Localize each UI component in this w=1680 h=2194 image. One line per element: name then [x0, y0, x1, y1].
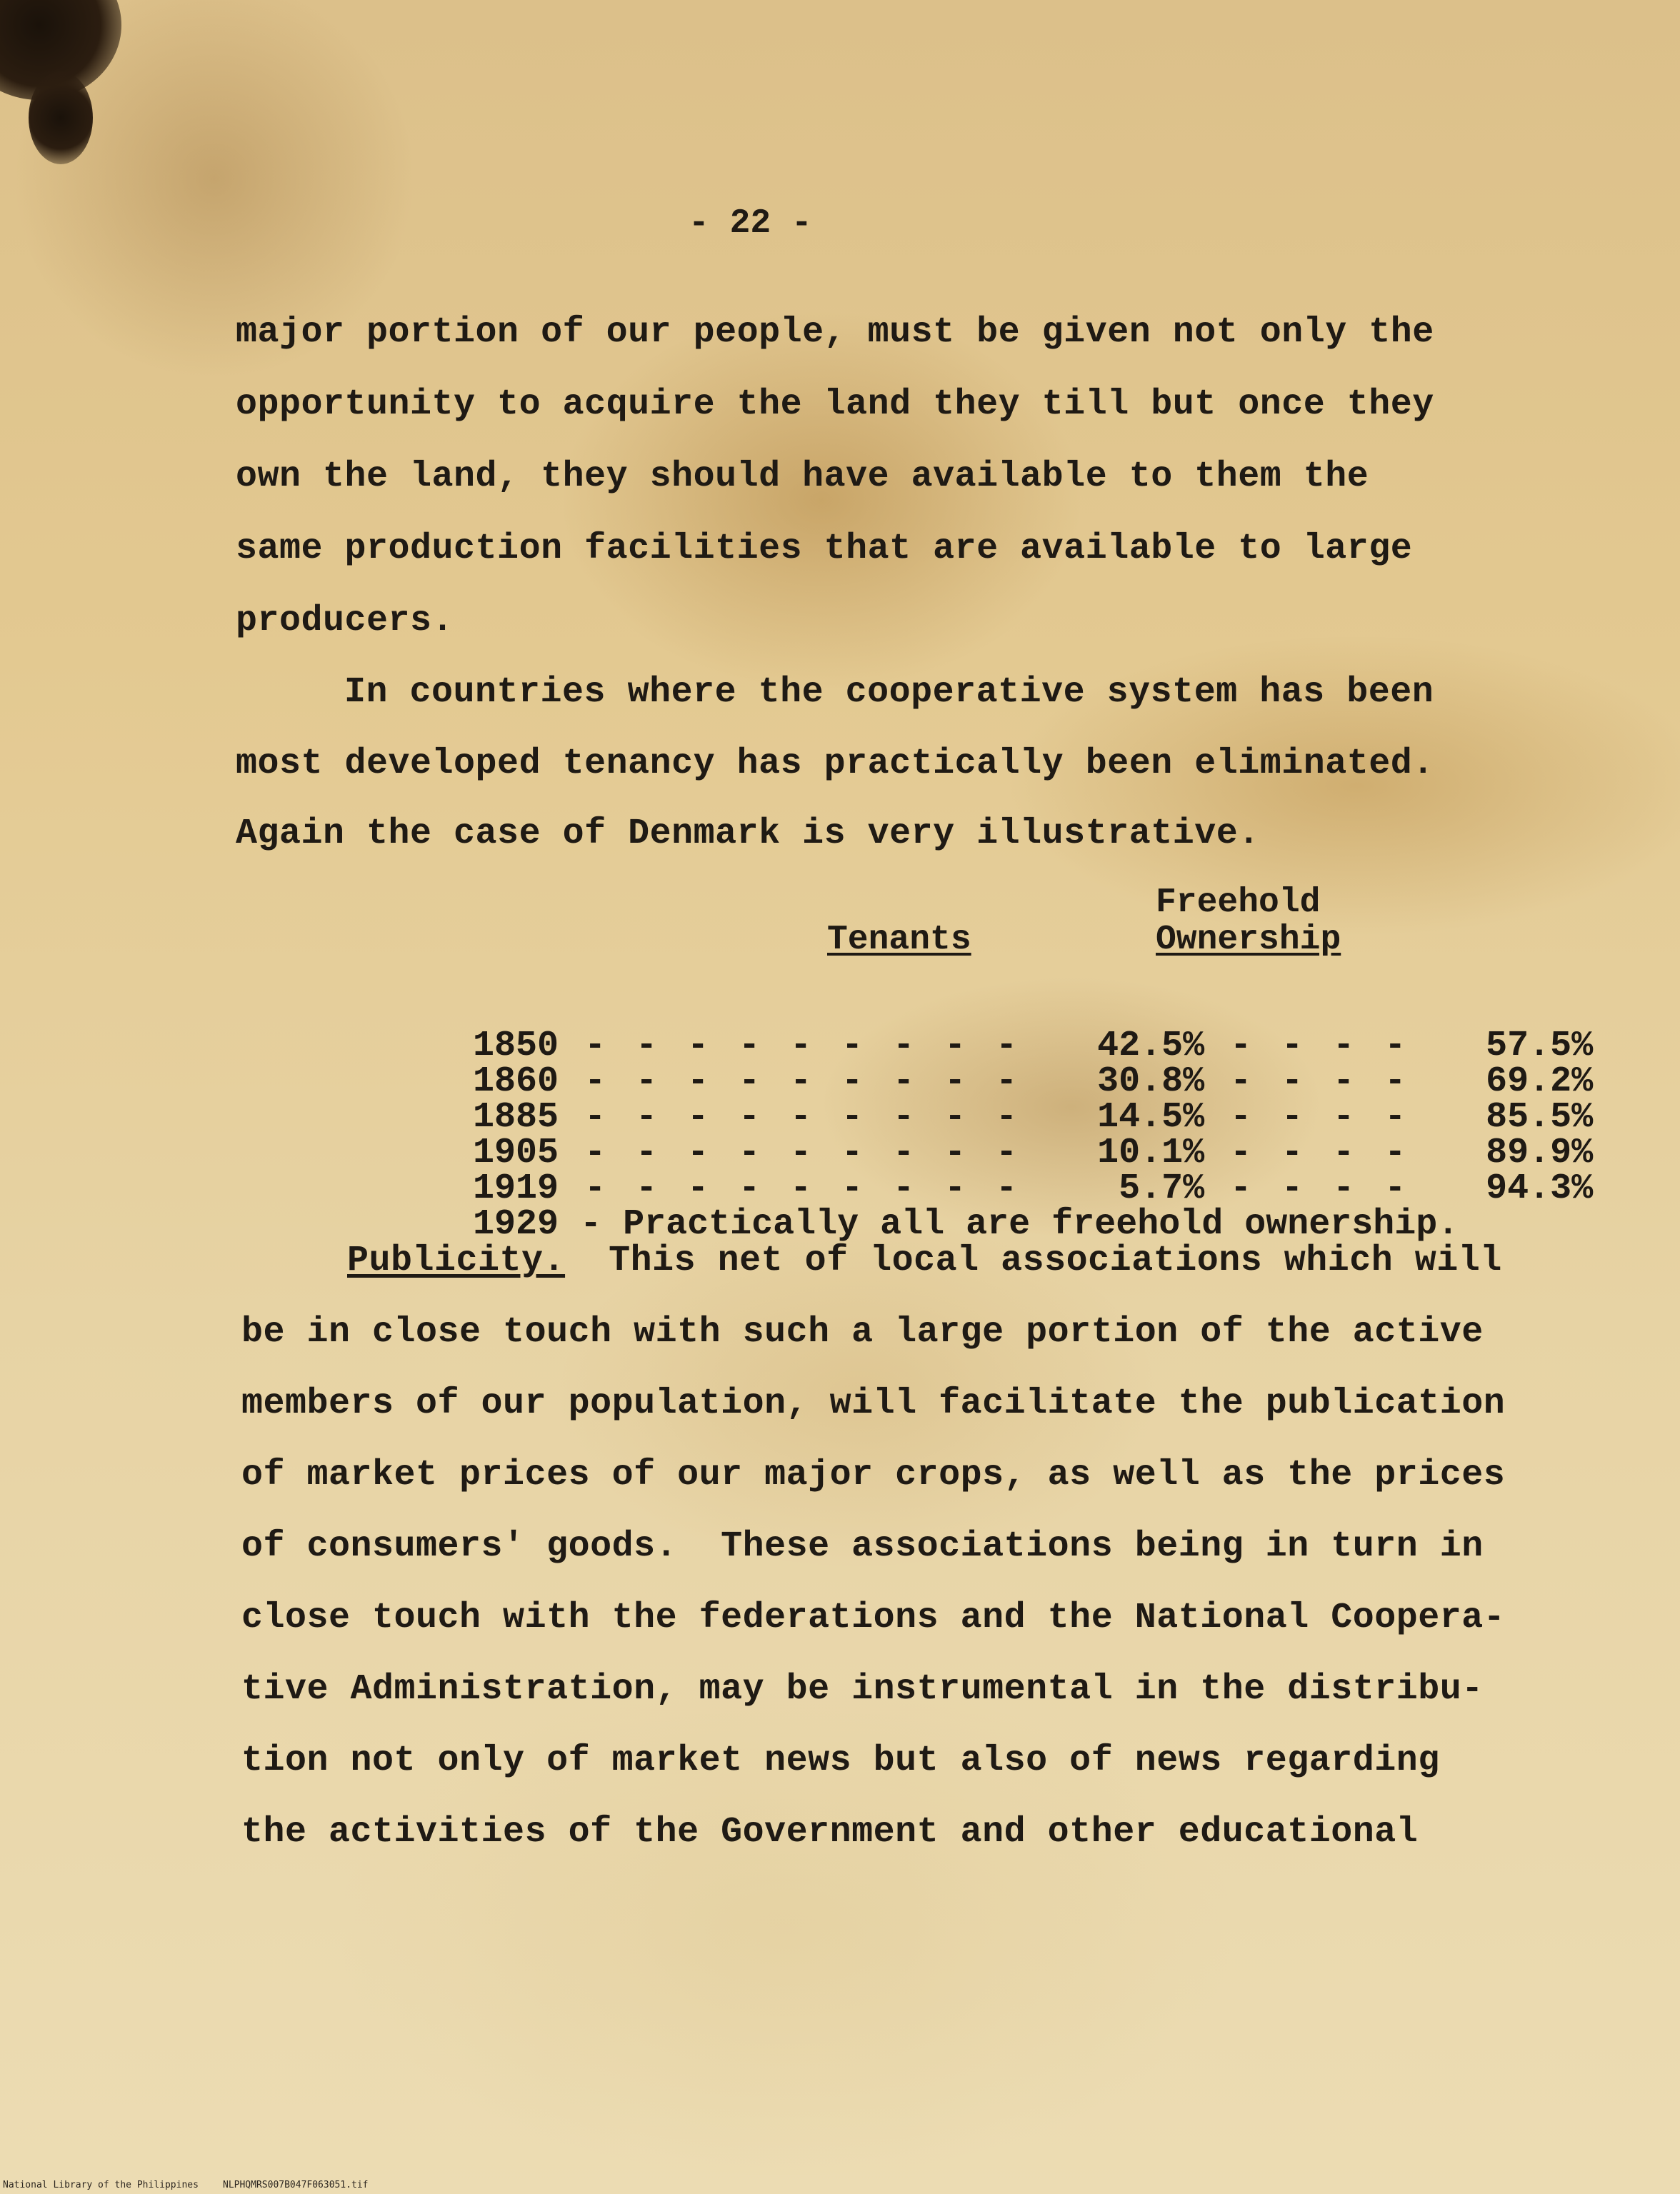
- text-line: of consumers' goods. These associations being in turn in: [241, 1526, 1484, 1567]
- text-line: [347, 1240, 1502, 1283]
- row-freehold: 94.3%: [1486, 1168, 1594, 1209]
- row-tenants: 42.5%: [1097, 1026, 1205, 1066]
- column-header-tenants: Tenants: [827, 921, 971, 959]
- text-line: be in close touch with such a large portion of the active: [241, 1312, 1484, 1353]
- table-row: 1905 - - - - - - - - - 10.1% - - - - 89.9%: [473, 1133, 1594, 1173]
- footer-library-name: National Library of the Philippines: [3, 2180, 199, 2190]
- footer-file-name: NLPHQMRS007B047F063051.tif: [223, 2180, 369, 2190]
- row-freehold: 57.5%: [1486, 1026, 1594, 1066]
- row-year: 1860: [473, 1061, 559, 1102]
- text-line: major portion of our people, must be given not only the: [236, 312, 1434, 353]
- table-row: 1885 - - - - - - - - - 14.5% - - - - 85.5%: [473, 1097, 1594, 1138]
- row-freehold: 89.9%: [1486, 1133, 1594, 1173]
- table-row: 1860 - - - - - - - - - 30.8% - - - - 69.2%: [473, 1061, 1594, 1102]
- text-line: members of our population, will facilitate the publication: [241, 1383, 1506, 1424]
- column-header-freehold-line2: Ownership: [1156, 921, 1341, 959]
- page-number: - 22 -: [689, 204, 812, 243]
- burn-mark: [29, 71, 93, 164]
- text-line: opportunity to acquire the land they till but once they: [236, 384, 1434, 425]
- text-line: Again the case of Denmark is very illustrative.: [236, 813, 1260, 854]
- text-line: of market prices of our major crops, as well as the prices: [241, 1455, 1506, 1496]
- row-tenants: 14.5%: [1097, 1097, 1205, 1138]
- table-row: 1850 - - - - - - - - - 42.5% - - - - 57.5%: [473, 1026, 1594, 1066]
- section-heading: Publicity.: [347, 1241, 566, 1281]
- row-tenants: 5.7%: [1119, 1168, 1205, 1209]
- row-year: 1885: [473, 1097, 559, 1138]
- text-run: This net of local associations which will: [565, 1241, 1502, 1281]
- text-line: own the land, they should have available to them the: [236, 456, 1369, 497]
- row-tenants: 10.1%: [1097, 1133, 1205, 1173]
- column-header-freehold-line1: Freehold: [1156, 883, 1321, 922]
- row-year: 1905: [473, 1133, 559, 1173]
- column-header-freehold: [1156, 884, 1341, 958]
- text-line: most developed tenancy has practically been eliminated.: [236, 743, 1434, 784]
- text-line: producers.: [236, 601, 454, 641]
- text-line: close touch with the federations and the National Coopera-: [241, 1598, 1506, 1638]
- text-line: same production facilities that are available to large: [236, 529, 1413, 569]
- table-row: 1919 - - - - - - - - - 5.7% - - - - 94.3%: [473, 1168, 1594, 1209]
- row-freehold: 85.5%: [1486, 1097, 1594, 1138]
- text-line: the activities of the Government and other educational: [241, 1812, 1419, 1853]
- row-year: 1919: [473, 1168, 559, 1209]
- row-note: - Practically all are freehold ownership.: [580, 1204, 1459, 1245]
- row-freehold: 69.2%: [1486, 1061, 1594, 1102]
- row-year: 1929: [473, 1204, 559, 1245]
- row-year: 1850: [473, 1026, 559, 1066]
- row-tenants: 30.8%: [1097, 1061, 1205, 1102]
- text-line: In countries where the cooperative system has been: [344, 672, 1434, 713]
- text-line: tive Administration, may be instrumental in the distribu-: [241, 1669, 1484, 1710]
- text-line: tion not only of market news but also of news regarding: [241, 1740, 1440, 1781]
